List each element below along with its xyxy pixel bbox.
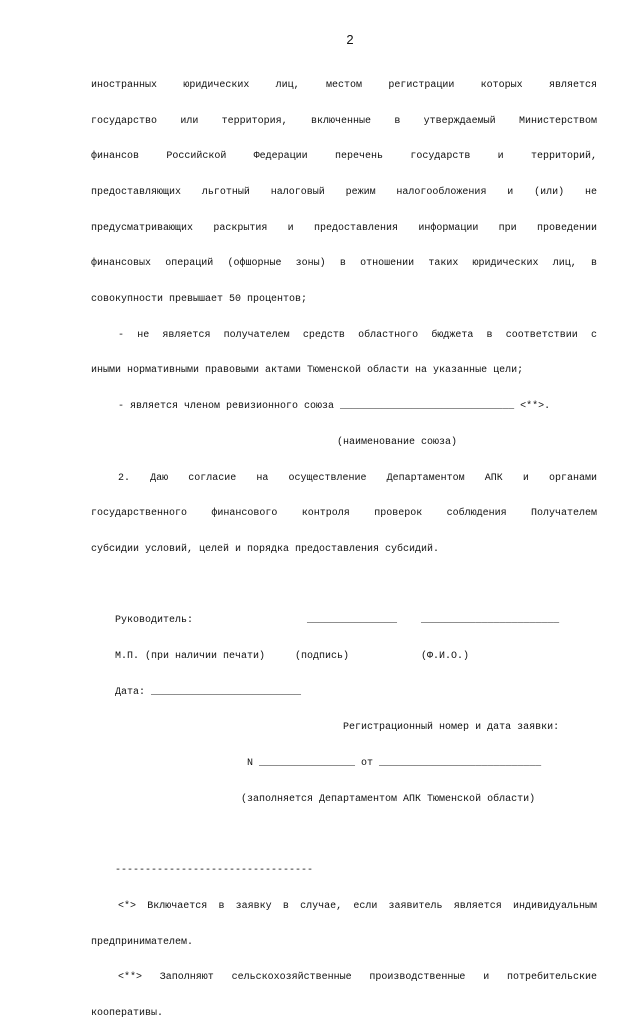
text-line: государство или территория, включенные в утверждаемый Министерством [91, 115, 597, 127]
text-line: - не является получателем средств областного бюджета в соответствии с [118, 329, 597, 341]
text-line: совокупности превышает 50 процентов; [91, 294, 308, 306]
text-line: 2. Даю согласие на осуществление Департаментом АПК и органами [118, 472, 597, 484]
text-line: субсидии условий, целей и порядка предоставления субсидий. [91, 543, 440, 555]
signature-line: Руководитель: _______________ _______________________ [91, 615, 560, 627]
footnote-text: <**> Заполняют сельскохозяйственные производственные и потребительские [118, 972, 597, 984]
text-line: иными нормативными правовыми актами Тюменской области на указанные цели; [91, 365, 524, 377]
page-number: 2 [346, 32, 354, 47]
date-line: Дата: _________________________ [91, 686, 302, 698]
blank-line [91, 580, 597, 592]
text-line: - является членом ревизионного союза _____________________________ <**>. [118, 401, 551, 413]
footnote-text: <*> Включается в заявку в случае, если заявитель является индивидуальным [118, 900, 597, 912]
footnote-text: предпринимателем. [91, 936, 194, 948]
footnote-separator: --------------------------------- [91, 865, 314, 877]
registration-number-line: N ________________ от ___________________________ [91, 758, 542, 770]
signature-caption: М.П. (при наличии печати) (подпись) (Ф.И.О.) [91, 651, 470, 663]
text-line: иностранных юридических лиц, местом регистрации которых является [91, 79, 597, 91]
text-line: предусматривающих раскрытия и предоставления информации при проведении [91, 222, 597, 234]
text-line: предоставляющих льготный налоговый режим налогообложения и (или) не [91, 186, 597, 198]
text-line: государственного финансового контроля проверок соблюдения Получателем [91, 508, 597, 520]
registration-caption: (заполняется Департаментом АПК Тюменской области) [91, 793, 536, 805]
blank-line [91, 830, 597, 842]
registration-title: Регистрационный номер и дата заявки: [91, 722, 560, 734]
text-line: финансовых операций (офшорные зоны) в отношении таких юридических лиц, в [91, 258, 597, 270]
footnote-text: кооперативы. [91, 1008, 164, 1020]
text-line: финансов Российской Федерации перечень государств и территорий, [91, 151, 597, 163]
text-line: (наименование союза) [91, 436, 458, 448]
document-body [91, 56, 597, 1032]
